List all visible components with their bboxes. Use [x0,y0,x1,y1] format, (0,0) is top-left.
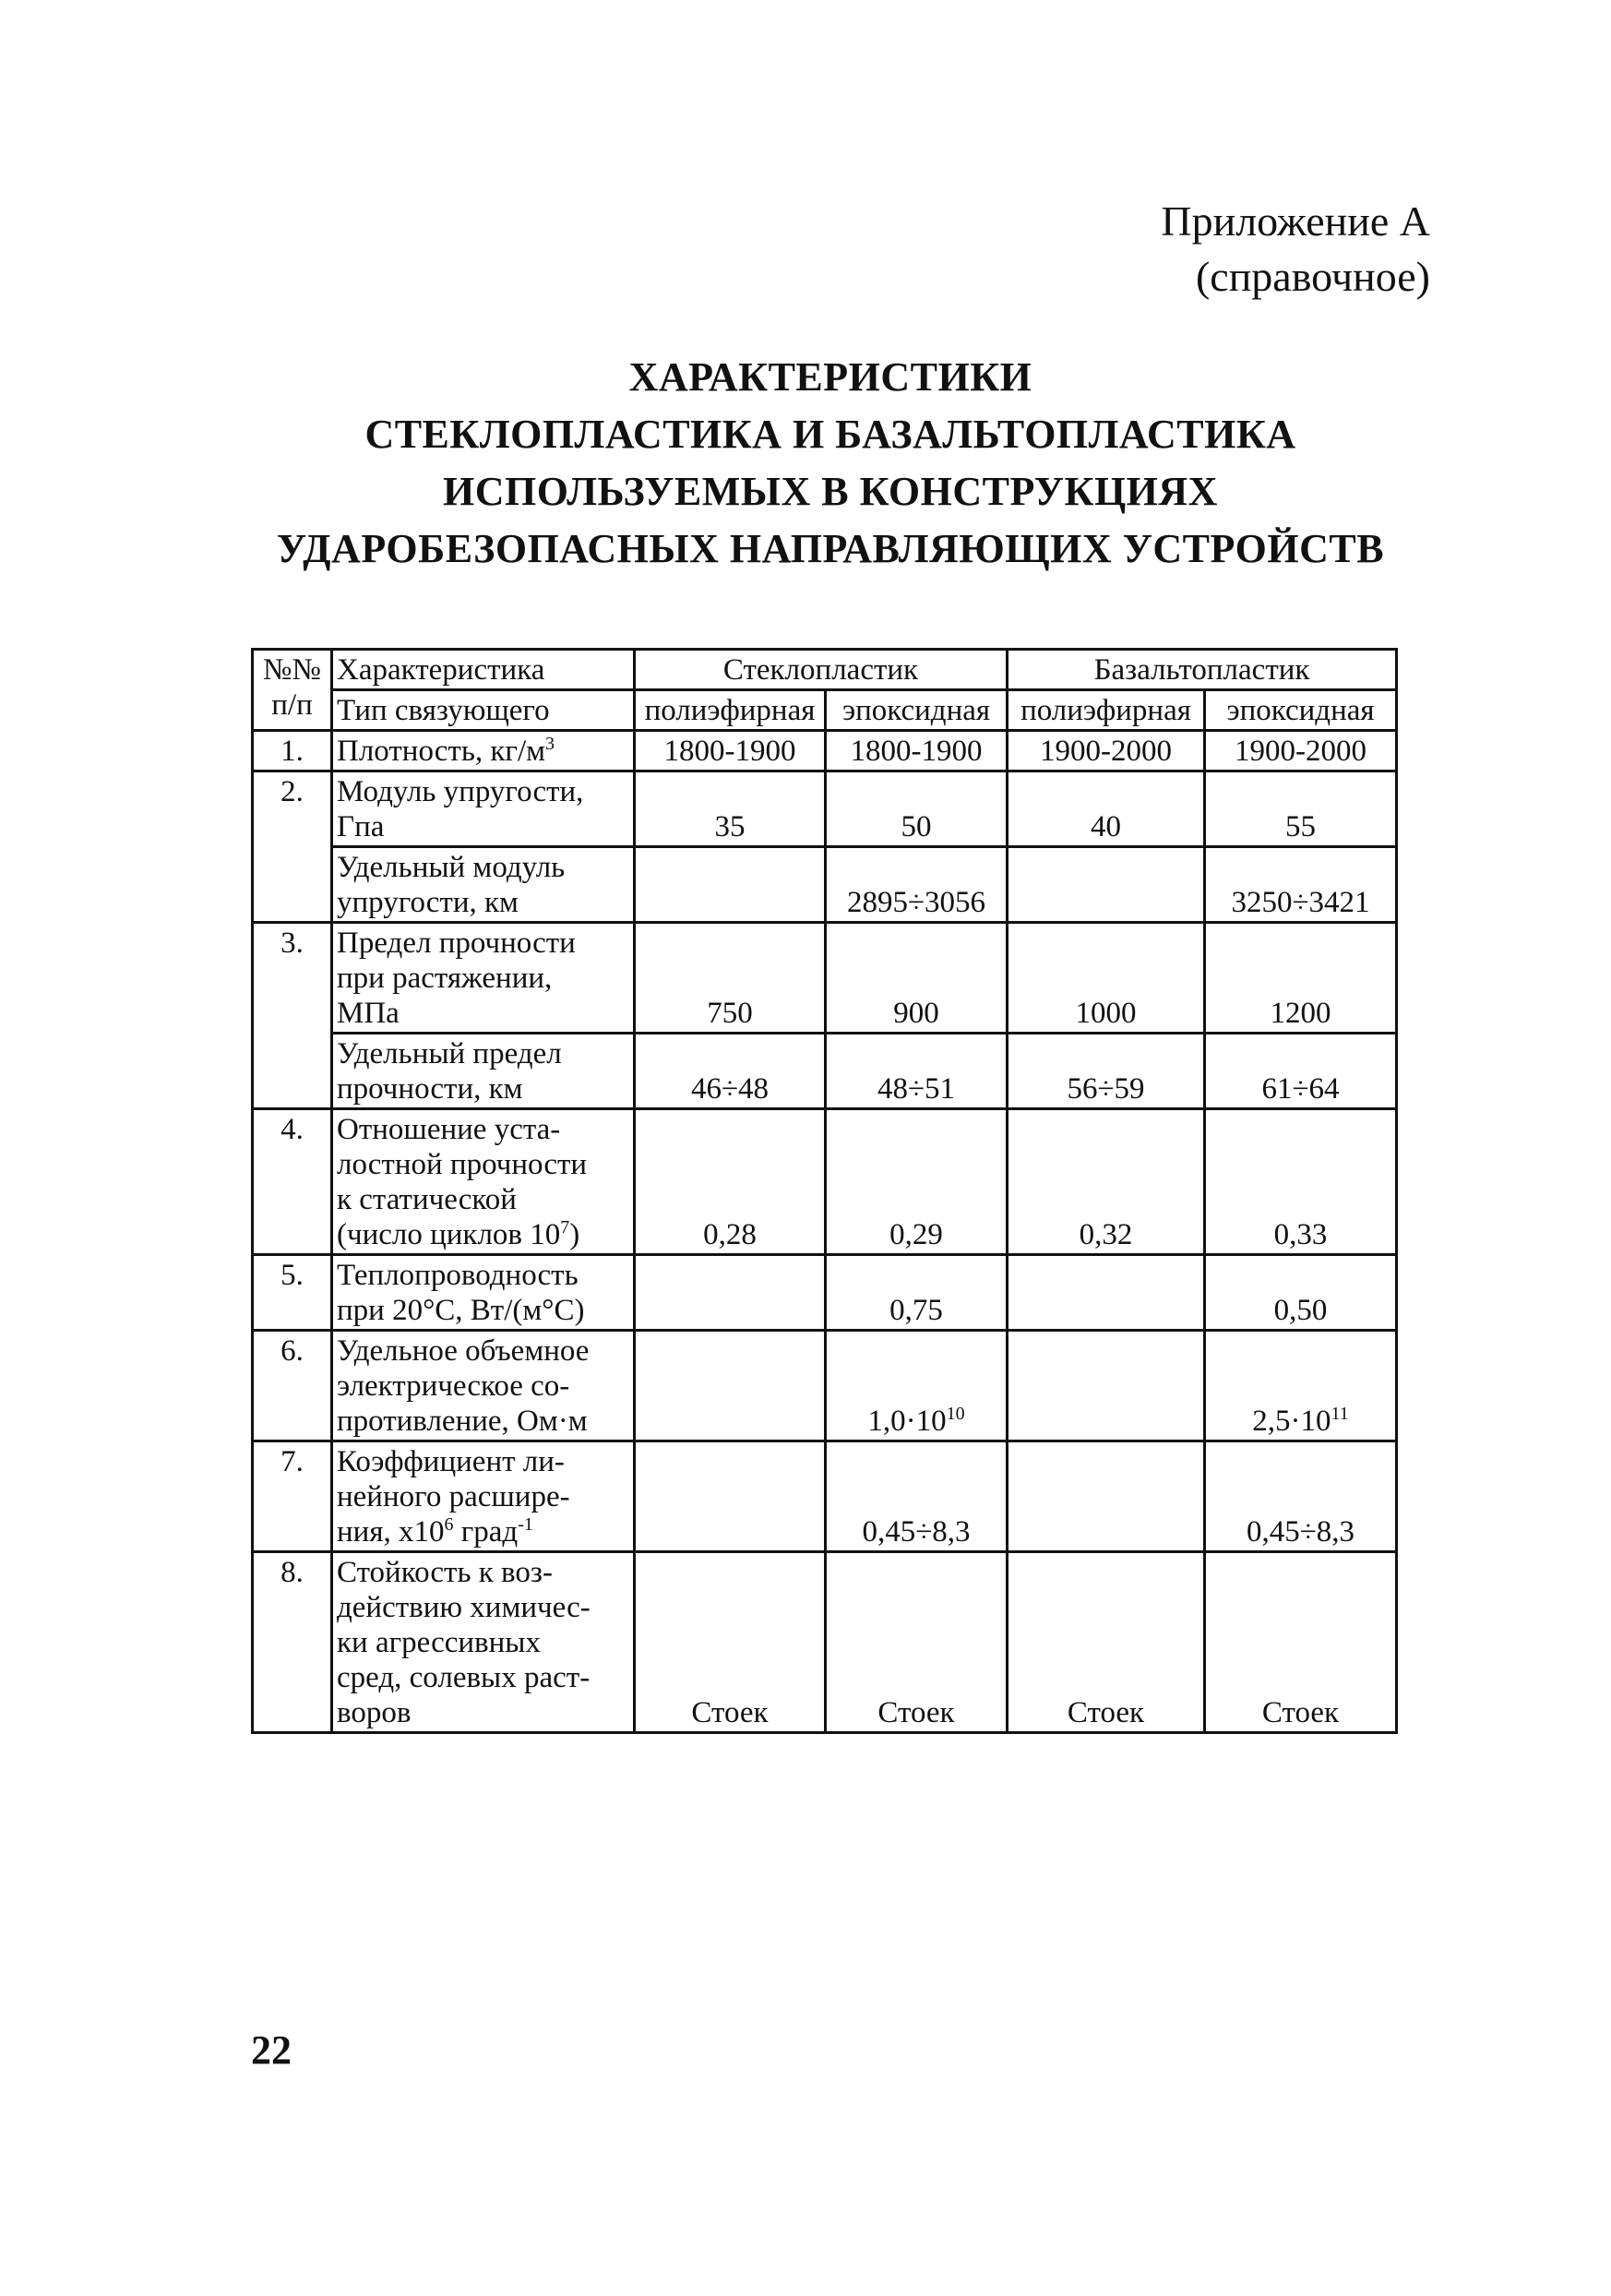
table-row [253,1552,1397,1733]
value-cell: 35 [635,771,826,847]
header-number-cell: №№ п/п [253,650,332,731]
value-cell: 0,75 [826,1255,1008,1331]
value-cell [635,1331,826,1441]
row-number: 3. [253,923,332,1109]
title-line: СТЕКЛОПЛАСТИКА И БАЗАЛЬТОПЛАСТИКА [364,412,1296,457]
title-line: ХАРАКТЕРИСТИКИ [628,354,1032,400]
row-number: 7. [253,1441,332,1552]
value-cell: 1900-2000 [1205,731,1397,771]
header-characteristic: Характеристика [332,650,635,690]
characteristic-cell: Коэффициент ли- нейного расшире- ния, $x10^6$ град$^{-1}$ [332,1441,635,1552]
row-number: 6. [253,1331,332,1441]
header-fiberglass: Стеклопластик [635,650,1008,690]
table-subheader-row [253,690,1397,731]
value-cell: 0,45÷8,3 [1205,1441,1397,1552]
value-cell: 46÷48 [635,1034,826,1109]
value-cell: $2,5\cdot 10^{11}$ [1205,1331,1397,1441]
value-cell: 1800-1900 [635,731,826,771]
characteristic-cell: Удельный модуль упругости, км [332,847,635,923]
value-cell: 0,29 [826,1109,1008,1255]
value-cell: 1800-1900 [826,731,1008,771]
table-row [253,1331,1397,1441]
value-cell: 750 [635,923,826,1034]
value-cell: 0,50 [1205,1255,1397,1331]
value-cell: 900 [826,923,1008,1034]
value-cell: 3250÷3421 [1205,847,1397,923]
value-cell: 0,33 [1205,1109,1397,1255]
page-number: 22 [251,2027,292,2073]
header-polyester: полиэфирная [1008,690,1205,731]
table-header-row [253,650,1397,690]
value-cell: Стоек [635,1552,826,1733]
value-cell: 1200 [1205,923,1397,1034]
table-row [253,1109,1397,1255]
document-title [0,349,1611,578]
value-cell: 55 [1205,771,1397,847]
header-epoxy: эпоксидная [826,690,1008,731]
characteristic-cell: Модуль упругости, Гпа [332,771,635,847]
row-number: 2. [253,771,332,923]
value-cell: 2895÷3056 [826,847,1008,923]
characteristic-cell: Теплопроводность при 20°C, Вт/(м°C) [332,1255,635,1331]
table-row [253,1034,1397,1109]
table-row [253,1255,1397,1331]
characteristic-cell: Предел прочности при растяжении, МПа [332,923,635,1034]
value-cell [1008,847,1205,923]
header-binder-type: Тип связующего [332,690,635,731]
table-row [253,771,1397,847]
value-cell: 48÷51 [826,1034,1008,1109]
value-cell: Стоек [1205,1552,1397,1733]
value-cell [1008,1331,1205,1441]
header-polyester: полиэфирная [635,690,826,731]
value-cell: Стоек [826,1552,1008,1733]
row-number: 4. [253,1109,332,1255]
header-basalt: Базальтопластик [1008,650,1397,690]
row-number: 8. [253,1552,332,1733]
characteristic-cell: Удельный предел прочности, км [332,1034,635,1109]
value-cell: 1900-2000 [1008,731,1205,771]
value-cell [635,1441,826,1552]
title-line: ИСПОЛЬЗУЕМЫХ В КОНСТРУКЦИЯХ [443,469,1218,514]
appendix-line-1: Приложение А [1161,197,1430,245]
table-row [253,923,1397,1034]
value-cell [635,1255,826,1331]
header-epoxy: эпоксидная [1205,690,1397,731]
table-row [253,847,1397,923]
row-number: 1. [253,731,332,771]
table-row [253,1441,1397,1552]
characteristic-cell: Плотность, $кг/м^3$ [332,731,635,771]
characteristic-cell: Стойкость к воз- действию химичес- ки агрессивных сред, солевых раст- воров [332,1552,635,1733]
value-cell: $1,0\cdot 10^{10}$ [826,1331,1008,1441]
value-cell: Стоек [1008,1552,1205,1733]
value-cell: 56÷59 [1008,1034,1205,1109]
appendix-label [1161,194,1430,305]
appendix-line-2: (справочное) [1195,253,1430,300]
row-number: 5. [253,1255,332,1331]
characteristic-cell: Удельное объемное электрическое со- противление, Ом·м [332,1331,635,1441]
value-cell [1008,1255,1205,1331]
value-cell: 0,45÷8,3 [826,1441,1008,1552]
value-cell: 0,32 [1008,1109,1205,1255]
title-line: УДАРОБЕЗОПАСНЫХ НАПРАВЛЯЮЩИХ УСТРОЙСТВ [276,526,1385,571]
value-cell: 61÷64 [1205,1034,1397,1109]
value-cell: 40 [1008,771,1205,847]
characteristic-cell: Отношение уста- лостной прочности к статической (число циклов $10^7$) [332,1109,635,1255]
value-cell: 1000 [1008,923,1205,1034]
value-cell [1008,1441,1205,1552]
value-cell [635,847,826,923]
properties-table [251,648,1398,1734]
value-cell: 0,28 [635,1109,826,1255]
table-row [253,731,1397,771]
value-cell: 50 [826,771,1008,847]
